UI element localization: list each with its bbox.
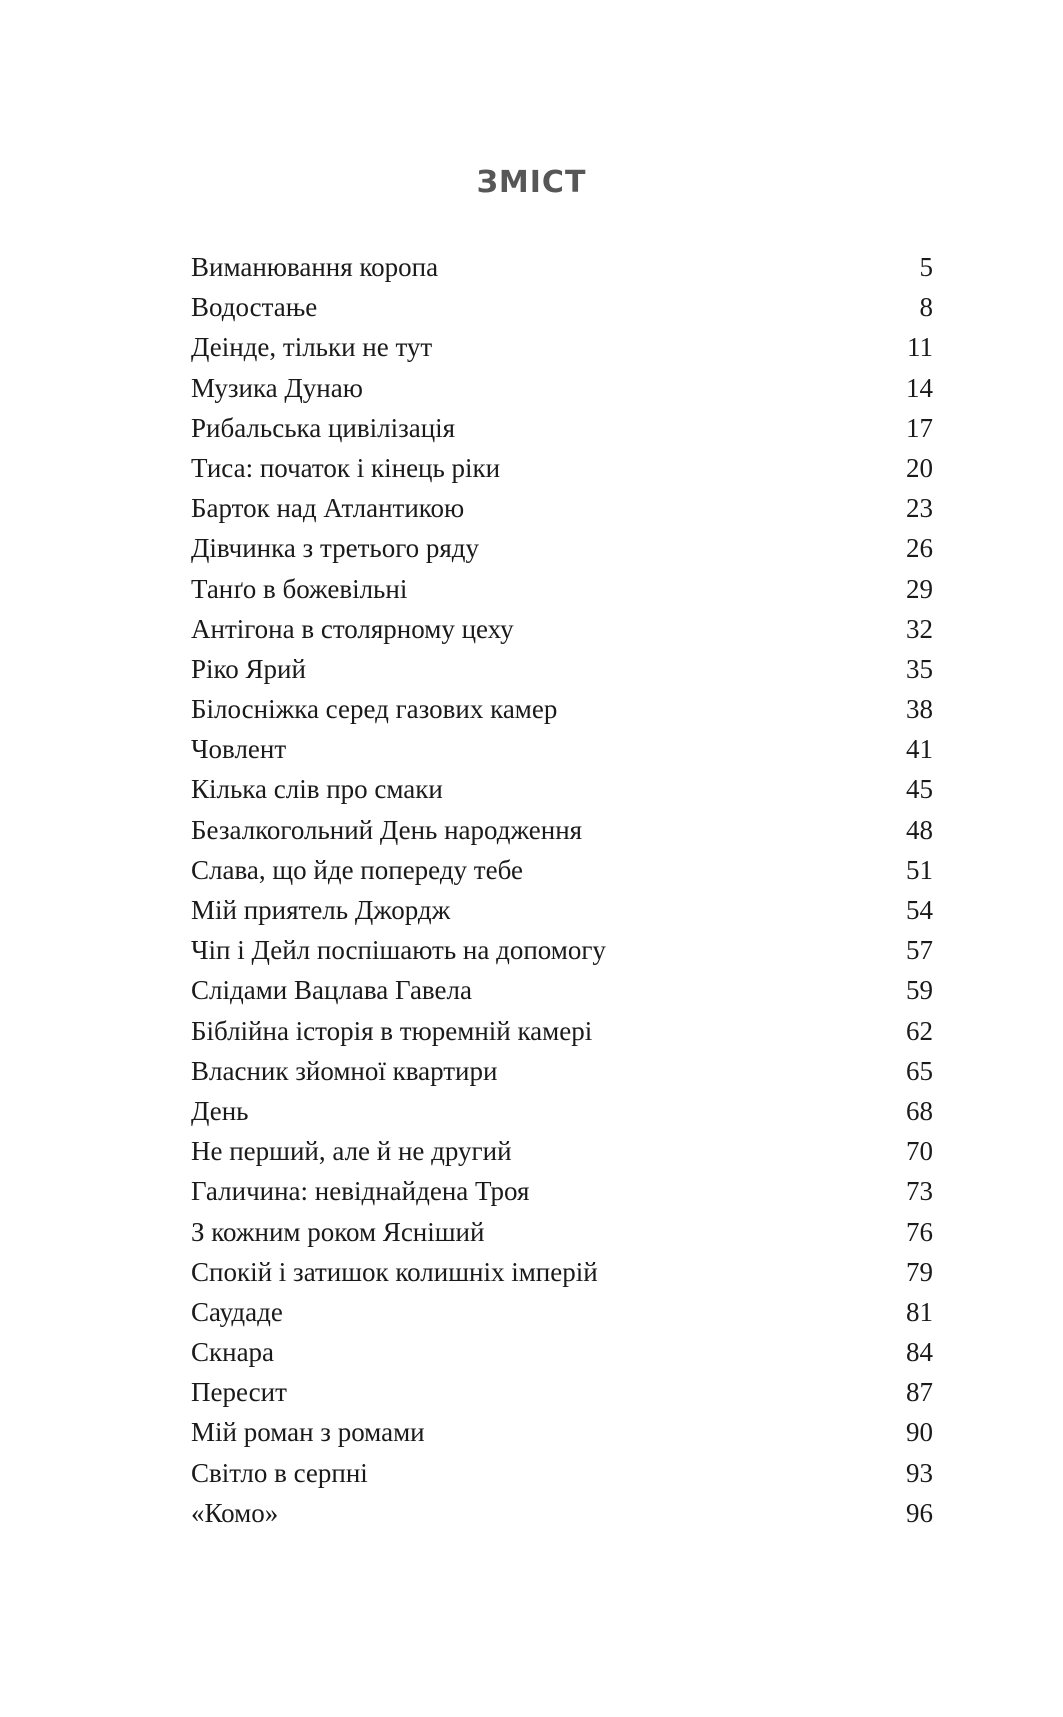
toc-entry-title: Світло в серпні bbox=[191, 1457, 368, 1488]
toc-entry-title: Власник зйомної квартири bbox=[191, 1055, 498, 1086]
toc-entry-page-number: 5 bbox=[919, 252, 933, 282]
toc-entry-title: Галичина: невіднайдена Троя bbox=[191, 1176, 530, 1207]
toc-entry bbox=[191, 292, 933, 332]
toc-entry-page-number: 11 bbox=[907, 332, 933, 363]
toc-entry bbox=[191, 654, 933, 694]
toc-entry-title: Деінде, тільки не тут bbox=[191, 332, 433, 363]
toc-entry-page-number: 84 bbox=[906, 1337, 933, 1368]
toc-entry-page-number: 87 bbox=[906, 1377, 933, 1408]
toc-entry-title: Танґо в божевільні bbox=[191, 573, 408, 604]
toc-entry bbox=[191, 1176, 933, 1216]
toc-entry-page-number: 20 bbox=[906, 452, 933, 483]
toc-entry-page-number: 51 bbox=[906, 854, 933, 885]
toc-entry-page-number: 54 bbox=[906, 895, 933, 925]
toc-entry-page-number: 14 bbox=[906, 372, 933, 403]
toc-entry-page-number: 32 bbox=[906, 613, 933, 644]
toc-entry bbox=[191, 574, 933, 614]
toc-entry-title: Саудаде bbox=[191, 1296, 283, 1327]
toc-entry-title: Водостање bbox=[191, 292, 318, 323]
toc-entry-title: Кілька слів про смаки bbox=[191, 774, 443, 805]
toc-entry-page-number: 48 bbox=[906, 814, 933, 845]
toc-entry-page-number: 29 bbox=[906, 573, 933, 604]
toc-entry-page-number: 70 bbox=[906, 1136, 933, 1167]
toc-entry-title: Чіп і Дейл поспішають на допомогу bbox=[191, 935, 606, 966]
toc-entry-page-number: 81 bbox=[906, 1296, 933, 1327]
toc-entry bbox=[191, 895, 933, 935]
toc-entry-title: Барток над Атлантикою bbox=[191, 493, 465, 524]
toc-entry bbox=[191, 1337, 933, 1377]
toc-entry bbox=[191, 614, 933, 654]
toc-entry-title: Човлент bbox=[191, 734, 287, 765]
toc-entry-title: Білосніжка серед газових камер bbox=[191, 694, 558, 725]
toc-entry bbox=[191, 1096, 933, 1136]
toc-entry-page-number: 8 bbox=[919, 292, 933, 323]
toc-entry-page-number: 41 bbox=[906, 734, 933, 765]
toc-entry bbox=[191, 1297, 933, 1337]
toc-entry-page-number: 76 bbox=[906, 1216, 933, 1247]
toc-entry-page-number: 90 bbox=[906, 1417, 933, 1448]
toc-entry-title: Рибальська цивілізація bbox=[191, 412, 456, 443]
toc-entry bbox=[191, 1136, 933, 1176]
page-title: ЗМІСТ bbox=[476, 165, 587, 200]
toc-entry bbox=[191, 1417, 933, 1457]
toc-entry-page-number: 57 bbox=[906, 935, 933, 966]
toc-entry bbox=[191, 252, 933, 292]
toc-entry-page-number: 68 bbox=[906, 1095, 933, 1126]
toc-entry-page-number: 23 bbox=[906, 493, 933, 524]
toc-entry-title: День bbox=[191, 1095, 249, 1126]
toc-entry-title: Ріко Ярий bbox=[191, 653, 306, 684]
toc-entry bbox=[191, 774, 933, 814]
toc-entry-title: Спокій і затишок колишніх імперій bbox=[191, 1256, 598, 1287]
toc-entry-title: Антігона в столярному цеху bbox=[191, 613, 514, 644]
toc-entry-page-number: 73 bbox=[906, 1176, 933, 1207]
toc-entry-page-number: 45 bbox=[906, 774, 933, 805]
toc-entry bbox=[191, 815, 933, 855]
toc-entry-title: Дівчинка з третього ряду bbox=[191, 533, 480, 564]
toc-entry bbox=[191, 453, 933, 493]
toc-entry bbox=[191, 935, 933, 975]
toc-entry bbox=[191, 1217, 933, 1257]
toc-entry-page-number: 38 bbox=[906, 694, 933, 725]
toc-entry-page-number: 62 bbox=[906, 1015, 933, 1046]
toc-entry-page-number: 79 bbox=[906, 1256, 933, 1287]
toc-entry-title: Слава, що йде попереду тебе bbox=[191, 854, 523, 885]
toc-entry bbox=[191, 1458, 933, 1498]
toc-entry bbox=[191, 1016, 933, 1056]
toc-entry bbox=[191, 734, 933, 774]
toc-entry bbox=[191, 373, 933, 413]
toc-entry-page-number: 35 bbox=[906, 653, 933, 684]
toc-entry bbox=[191, 332, 933, 372]
table-of-contents bbox=[191, 252, 933, 1538]
toc-entry bbox=[191, 1257, 933, 1297]
toc-entry-page-number: 26 bbox=[906, 533, 933, 564]
toc-entry-title: Безалкогольний День народження bbox=[191, 814, 583, 845]
toc-entry bbox=[191, 975, 933, 1015]
toc-entry bbox=[191, 1498, 933, 1538]
toc-entry-title: Пересит bbox=[191, 1377, 287, 1408]
toc-entry-page-number: 59 bbox=[906, 975, 933, 1006]
toc-entry-page-number: 65 bbox=[906, 1055, 933, 1086]
toc-entry-title: Мій приятель Джордж bbox=[191, 895, 451, 925]
toc-entry bbox=[191, 533, 933, 573]
toc-entry-title: Тиса: початок і кінець ріки bbox=[191, 452, 501, 483]
toc-entry-title: З кожним роком Ясніший bbox=[191, 1216, 485, 1247]
toc-entry bbox=[191, 1056, 933, 1096]
toc-entry-title: Музика Дунаю bbox=[191, 372, 363, 403]
toc-entry-page-number: 96 bbox=[906, 1497, 933, 1528]
toc-entry-title: Біблійна історія в тюремній камері bbox=[191, 1015, 593, 1046]
toc-entry-page-number: 17 bbox=[906, 412, 933, 443]
toc-entry-title: «Комо» bbox=[191, 1497, 279, 1528]
toc-entry-page-number: 93 bbox=[906, 1457, 933, 1488]
toc-entry-title: Слідами Вацлава Гавела bbox=[191, 975, 472, 1006]
toc-entry bbox=[191, 694, 933, 734]
toc-entry-title: Мій роман з ромами bbox=[191, 1417, 425, 1448]
toc-entry-title: Виманювання коропа bbox=[191, 252, 439, 282]
toc-entry bbox=[191, 493, 933, 533]
toc-entry-title: Не перший, але й не другий bbox=[191, 1136, 512, 1167]
toc-entry bbox=[191, 1377, 933, 1417]
toc-entry bbox=[191, 413, 933, 453]
toc-entry bbox=[191, 855, 933, 895]
toc-entry-title: Скнара bbox=[191, 1337, 275, 1368]
